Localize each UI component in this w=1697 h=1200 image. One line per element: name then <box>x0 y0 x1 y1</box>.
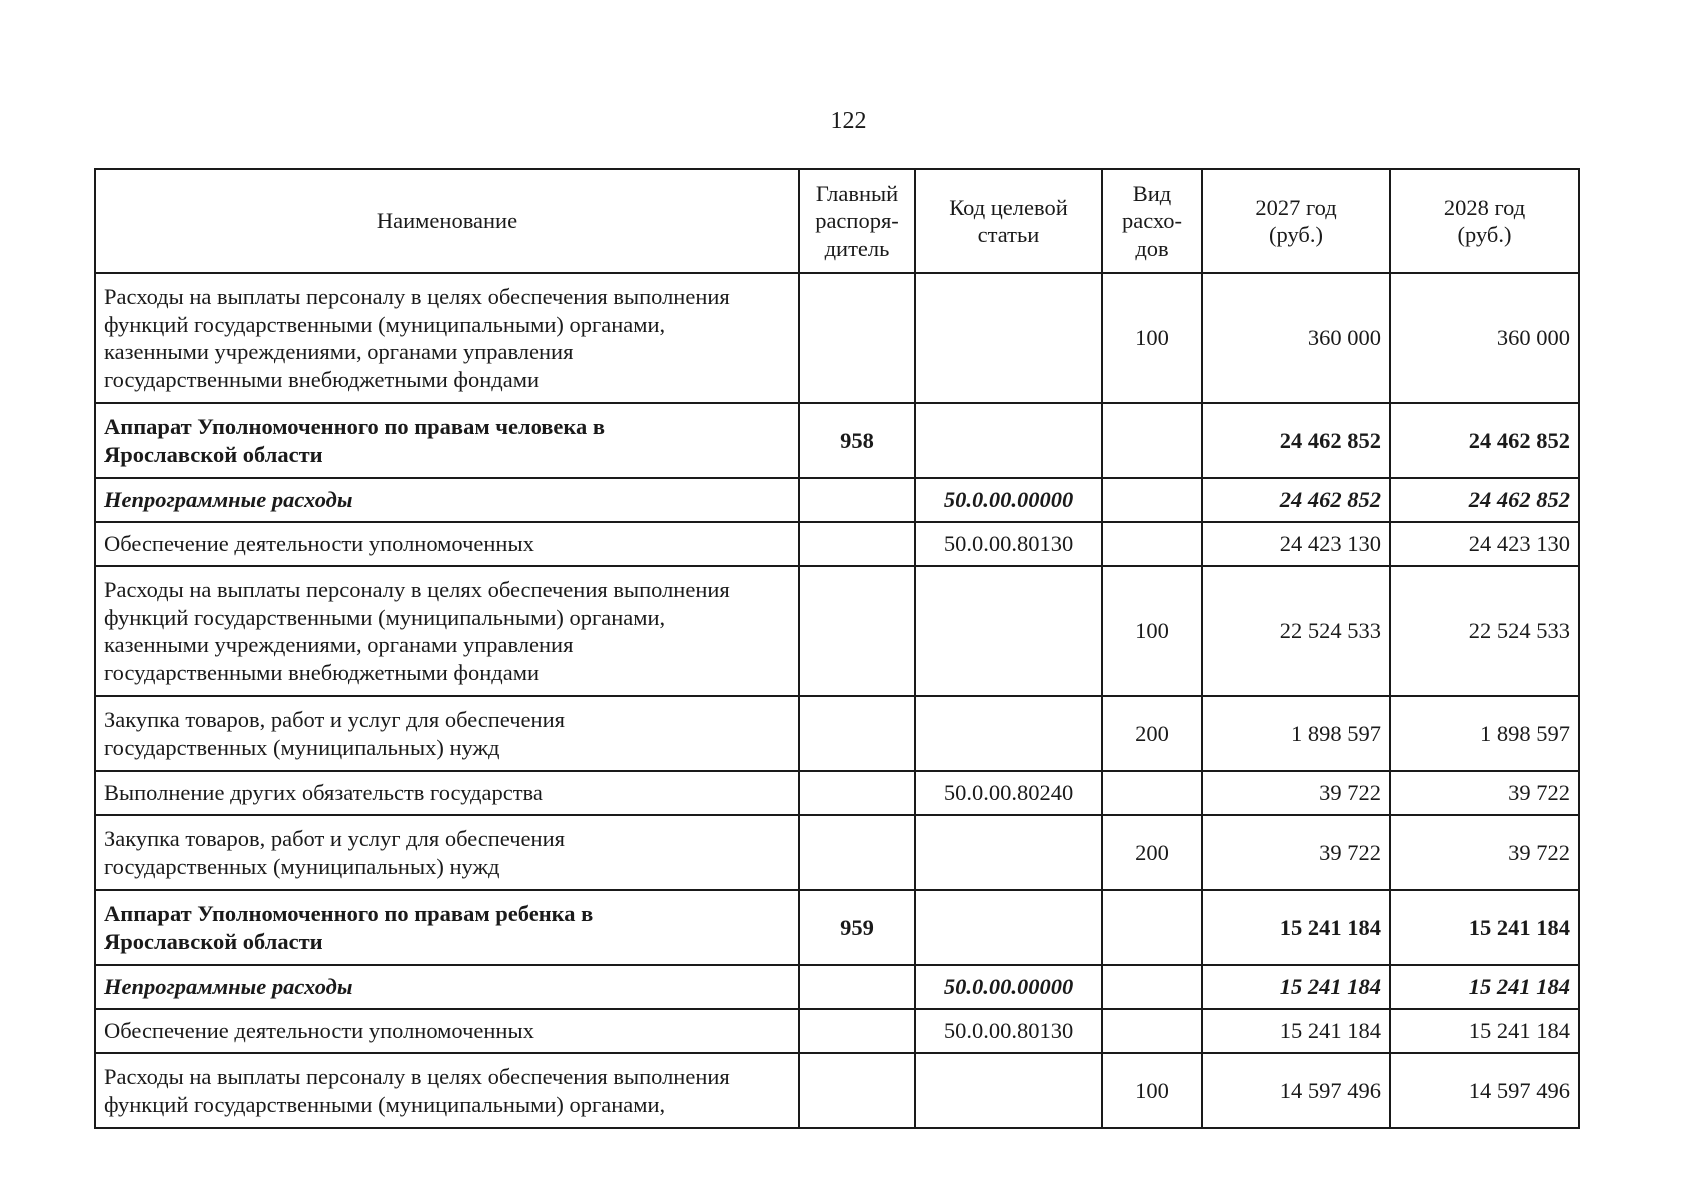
row-name-line: государственными внебюджетными фондами <box>104 659 540 685</box>
row-name-cell <box>95 771 799 815</box>
row-expense-type-cell <box>1102 522 1202 566</box>
header-target-code <box>915 169 1102 273</box>
row-name-line: Аппарат Уполномоченного по правам ребенка в <box>104 901 594 926</box>
header-expense-type-line: Вид <box>1132 180 1172 206</box>
row-main-manager-cell <box>799 815 915 890</box>
row-name-cell <box>95 965 799 1009</box>
row-expense-type-cell: 200 <box>1102 696 1202 771</box>
row-expense-type-cell: 100 <box>1102 566 1202 696</box>
row-main-manager-cell <box>799 1009 915 1053</box>
row-main-manager-cell: 958 <box>799 403 915 478</box>
row-amount-2028-cell: 360 000 <box>1390 273 1579 403</box>
header-name: Наименование <box>95 169 799 273</box>
row-expense-type-cell <box>1102 771 1202 815</box>
row-target-code-cell: 50.0.00.80130 <box>915 522 1102 566</box>
header-row <box>95 169 1579 273</box>
row-name-cell <box>95 696 799 771</box>
table-row <box>95 890 1579 965</box>
table-row <box>95 1009 1579 1053</box>
row-target-code-cell <box>915 403 1102 478</box>
row-name-line: Непрограммные расходы <box>104 487 353 513</box>
row-name-line: Расходы на выплаты персоналу в целях обеспечения выполнения <box>104 284 730 309</box>
row-target-code-cell: 50.0.00.00000 <box>915 478 1102 522</box>
row-target-code-cell <box>915 1053 1102 1128</box>
row-amount-2027-cell: 39 722 <box>1202 815 1390 890</box>
row-main-manager-cell <box>799 478 915 522</box>
header-main-manager-line: дитель <box>824 235 890 261</box>
row-amount-2027-cell: 22 524 533 <box>1202 566 1390 696</box>
row-name-line: Обеспечение деятельности уполномоченных <box>104 1018 534 1044</box>
table-row <box>95 478 1579 522</box>
row-main-manager-cell <box>799 965 915 1009</box>
header-expense-type-line: расхо- <box>1121 208 1183 234</box>
row-amount-2028-cell: 14 597 496 <box>1390 1053 1579 1128</box>
row-name-cell <box>95 273 799 403</box>
header-main-manager <box>799 169 915 273</box>
row-name-line: казенными учреждениями, органами управления <box>104 339 574 364</box>
row-name-line: казенными учреждениями, органами управления <box>104 632 574 657</box>
row-name-line: государственными внебюджетными фондами <box>104 366 540 392</box>
row-main-manager-cell <box>799 696 915 771</box>
row-main-manager-cell <box>799 522 915 566</box>
row-name-line: Обеспечение деятельности уполномоченных <box>104 531 534 557</box>
row-expense-type-cell <box>1102 403 1202 478</box>
row-target-code-cell <box>915 566 1102 696</box>
header-year-2028-line: (руб.) <box>1457 222 1512 247</box>
row-amount-2027-cell: 24 462 852 <box>1202 403 1390 478</box>
header-year-2028 <box>1390 169 1579 273</box>
row-target-code-cell: 50.0.00.80240 <box>915 771 1102 815</box>
row-main-manager-cell <box>799 273 915 403</box>
page-number: 122 <box>830 108 867 134</box>
header-year-2028-line: 2028 год <box>1443 194 1526 220</box>
row-amount-2028-cell: 15 241 184 <box>1390 965 1579 1009</box>
row-name-line: Ярославской области <box>104 441 323 467</box>
row-amount-2027-cell: 15 241 184 <box>1202 1009 1390 1053</box>
row-amount-2028-cell: 1 898 597 <box>1390 696 1579 771</box>
row-target-code-cell <box>915 273 1102 403</box>
table-row <box>95 403 1579 478</box>
table-row <box>95 273 1579 403</box>
row-name-line: государственных (муниципальных) нужд <box>104 853 500 879</box>
table-row <box>95 771 1579 815</box>
row-amount-2028-cell: 39 722 <box>1390 815 1579 890</box>
row-amount-2027-cell: 1 898 597 <box>1202 696 1390 771</box>
row-amount-2028-cell: 22 524 533 <box>1390 566 1579 696</box>
row-name-cell <box>95 403 799 478</box>
row-expense-type-cell: 100 <box>1102 1053 1202 1128</box>
row-name-cell <box>95 1053 799 1128</box>
row-target-code-cell: 50.0.00.00000 <box>915 965 1102 1009</box>
header-expense-type <box>1102 169 1202 273</box>
row-main-manager-cell <box>799 1053 915 1128</box>
row-expense-type-cell <box>1102 965 1202 1009</box>
row-expense-type-cell: 200 <box>1102 815 1202 890</box>
row-name-cell <box>95 522 799 566</box>
row-expense-type-cell <box>1102 890 1202 965</box>
row-name-line: функций государственными (муниципальными) органами, <box>104 604 666 630</box>
header-year-2027-line: 2027 год <box>1255 194 1337 220</box>
row-target-code-cell <box>915 890 1102 965</box>
row-name-line: Расходы на выплаты персоналу в целях обеспечения выполнения <box>104 1064 730 1089</box>
row-target-code-cell <box>915 815 1102 890</box>
row-name-cell <box>95 566 799 696</box>
row-amount-2028-cell: 39 722 <box>1390 771 1579 815</box>
row-target-code-cell: 50.0.00.80130 <box>915 1009 1102 1053</box>
row-amount-2028-cell: 24 462 852 <box>1390 478 1579 522</box>
row-amount-2027-cell: 24 462 852 <box>1202 478 1390 522</box>
row-main-manager-cell <box>799 566 915 696</box>
row-name-line: Выполнение других обязательств государства <box>104 780 543 806</box>
header-year-2027 <box>1202 169 1390 273</box>
header-main-manager-line: Главный <box>815 180 899 206</box>
row-name-line: Аппарат Уполномоченного по правам человека в <box>104 414 606 439</box>
row-name-line: государственных (муниципальных) нужд <box>104 734 500 760</box>
row-amount-2027-cell: 24 423 130 <box>1202 522 1390 566</box>
table-body <box>95 273 1579 1128</box>
row-name-cell <box>95 890 799 965</box>
row-name-cell <box>95 1009 799 1053</box>
row-name-line: Закупка товаров, работ и услуг для обеспечения <box>104 707 565 732</box>
row-name-line: Непрограммные расходы <box>104 974 353 1000</box>
row-amount-2028-cell: 24 423 130 <box>1390 522 1579 566</box>
row-amount-2027-cell: 15 241 184 <box>1202 965 1390 1009</box>
row-name-line: функций государственными (муниципальными) органами, <box>104 1091 666 1117</box>
row-amount-2028-cell: 15 241 184 <box>1390 890 1579 965</box>
table-row <box>95 522 1579 566</box>
row-amount-2028-cell: 24 462 852 <box>1390 403 1579 478</box>
row-main-manager-cell: 959 <box>799 890 915 965</box>
row-name-line: Закупка товаров, работ и услуг для обеспечения <box>104 826 565 851</box>
header-year-2027-line: (руб.) <box>1269 222 1323 247</box>
row-name-line: Расходы на выплаты персоналу в целях обеспечения выполнения <box>104 577 730 602</box>
table-row <box>95 696 1579 771</box>
table-row <box>95 815 1579 890</box>
row-main-manager-cell <box>799 771 915 815</box>
row-name-cell <box>95 815 799 890</box>
budget-table <box>94 168 1580 1129</box>
table-row <box>95 566 1579 696</box>
header-target-code-line: Код целевой <box>949 194 1068 220</box>
row-name-line: Ярославской области <box>104 928 323 954</box>
row-expense-type-cell: 100 <box>1102 273 1202 403</box>
header-expense-type-line: дов <box>1135 235 1169 261</box>
row-expense-type-cell <box>1102 1009 1202 1053</box>
row-amount-2027-cell: 360 000 <box>1202 273 1390 403</box>
row-amount-2027-cell: 39 722 <box>1202 771 1390 815</box>
header-target-code-line: статьи <box>977 222 1040 247</box>
row-name-cell <box>95 478 799 522</box>
header-main-manager-line: распоря- <box>815 208 899 234</box>
table-row <box>95 1053 1579 1128</box>
row-amount-2028-cell: 15 241 184 <box>1390 1009 1579 1053</box>
row-name-line: функций государственными (муниципальными) органами, <box>104 311 666 337</box>
table-row <box>95 965 1579 1009</box>
row-amount-2027-cell: 14 597 496 <box>1202 1053 1390 1128</box>
row-target-code-cell <box>915 696 1102 771</box>
row-expense-type-cell <box>1102 478 1202 522</box>
row-amount-2027-cell: 15 241 184 <box>1202 890 1390 965</box>
